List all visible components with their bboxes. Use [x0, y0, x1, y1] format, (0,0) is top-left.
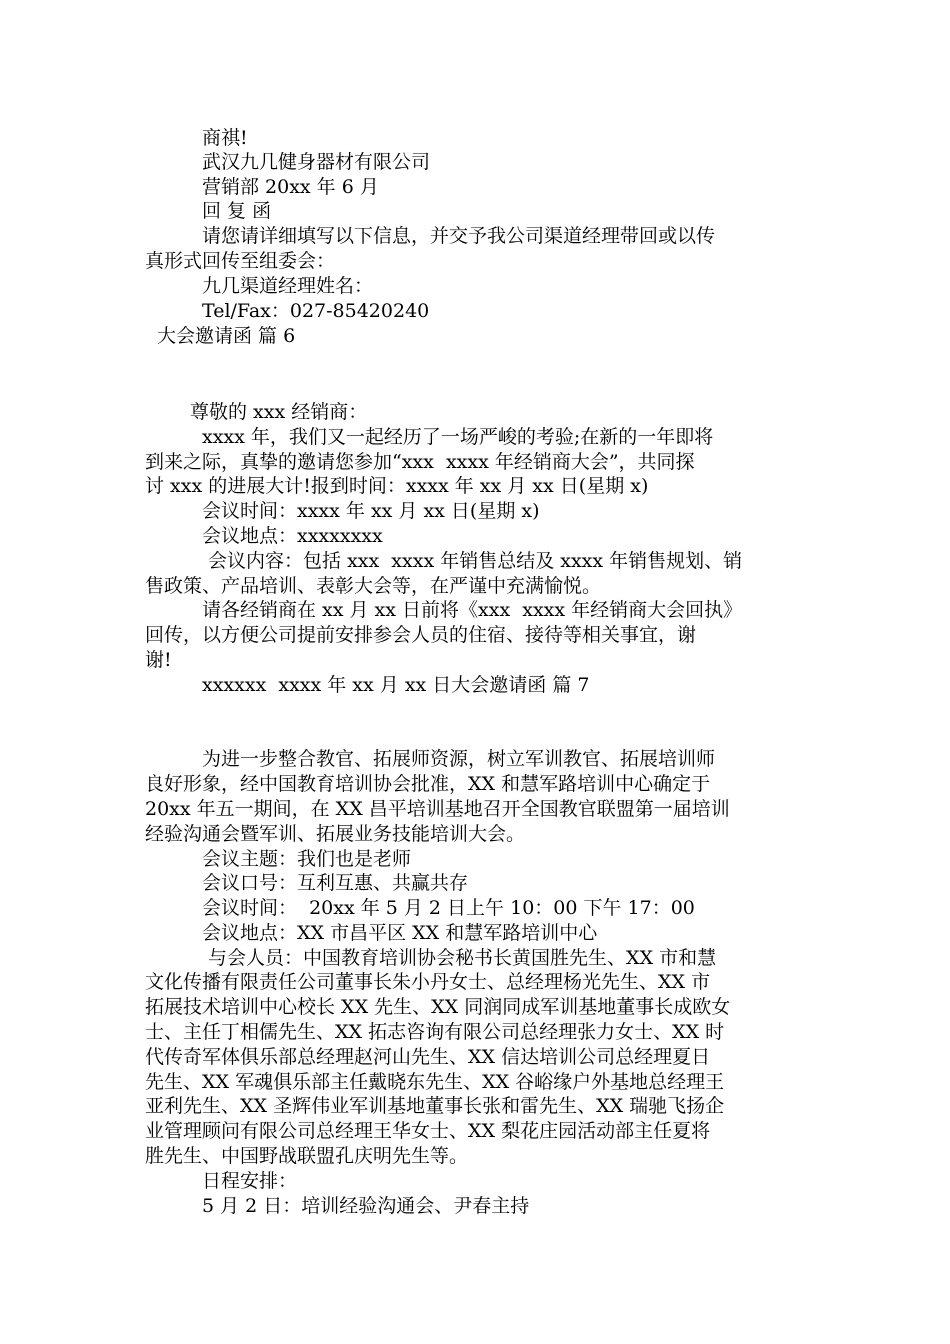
paragraph-line: 文化传播有限责任公司董事长朱小丹女士、总经理杨光先生、XX 市 — [145, 971, 711, 993]
paragraph-line: 请您请详细填写以下信息，并交予我公司渠道经理带回或以传 — [202, 225, 716, 247]
paragraph-line: 士、主任丁相儒先生、XX 拓志咨询有限公司总经理张力女士、XX 时 — [145, 1021, 725, 1043]
paragraph-line: 良好形象，经中国教育培训协会批准，XX 和慧军路培训中心确定于 — [145, 773, 711, 795]
meeting-location-line: 会议地点：XX 市昌平区 XX 和慧军路培训中心 — [202, 922, 598, 944]
paragraph-line: 20xx 年五一期间，在 XX 昌平培训基地召开全国教官联盟第一届培训 — [145, 798, 730, 820]
greeting-line: 尊敬的 xxx 经销商： — [190, 401, 368, 423]
tel-fax-line: Tel/Fax：027-85420240 — [202, 300, 430, 322]
section-heading-7: xxxxxx xxxx 年 xx 月 xx 日大会邀请函 篇 7 — [202, 674, 590, 696]
paragraph-line: 拓展技术培训中心校长 XX 先生、XX 同润同成军训基地董事长成欧女 — [145, 996, 731, 1018]
company-name: 武汉九几健身器材有限公司 — [202, 151, 431, 173]
paragraph-line: 回传，以方便公司提前安排参会人员的住宿、接待等相关事宜，谢 — [145, 624, 697, 646]
paragraph-line: 到来之际，真挚的邀请您参加“xxx xxxx 年经销商大会”，共同探 — [145, 451, 695, 473]
paragraph-line: 谢! — [145, 649, 172, 671]
reply-letter-title: 回 复 函 — [202, 200, 272, 222]
meeting-time-line: 会议时间：xxxx 年 xx 月 xx 日(星期 x) — [202, 500, 540, 522]
paragraph-line: 为进一步整合教官、拓展师资源，树立军训教官、拓展培训师 — [202, 748, 716, 770]
paragraph-line: 亚利先生、XX 圣辉伟业军训基地董事长张和雷先生、XX 瑞驰飞扬企 — [145, 1095, 725, 1117]
schedule-item: 5 月 2 日：培训经验沟通会、尹春主持 — [202, 1195, 530, 1217]
meeting-slogan-line: 会议口号：互利互惠、共赢共存 — [202, 872, 469, 894]
meeting-theme-line: 会议主题：我们也是老师 — [202, 848, 412, 870]
paragraph-line: xxxx 年，我们又一起经历了一场严峻的考验;在新的一年即将 — [202, 426, 714, 448]
paragraph-line: 业管理顾问有限公司总经理王华女士、XX 梨花庄园活动部主任夏将 — [145, 1120, 711, 1142]
attendees-line: 与会人员：中国教育培训协会秘书长黄国胜先生、XX 市和慧 — [202, 947, 717, 969]
section-heading-6: 大会邀请函 篇 6 — [157, 325, 296, 347]
paragraph-line: 讨 xxx 的进展大计!报到时间：xxxx 年 xx 月 xx 日(星期 x) — [145, 475, 649, 497]
meeting-location-line: 会议地点：xxxxxxxx — [202, 525, 383, 547]
meeting-time-line: 会议时间： 20xx 年 5 月 2 日上午 10：00 下午 17：00 — [202, 897, 695, 919]
paragraph-line: 请各经销商在 xx 月 xx 日前将《xxx xxxx 年经销商大会回执》 — [202, 599, 743, 621]
paragraph-line: 经验沟通会暨军训、拓展业务技能培训大会。 — [145, 823, 526, 845]
paragraph-line: 售政策、产品培训、表彰大会等，在严谨中充满愉悦。 — [145, 575, 602, 597]
manager-name-field: 九几渠道经理姓名： — [202, 275, 374, 297]
paragraph-line: 胜先生、中国野战联盟孔庆明先生等。 — [145, 1145, 469, 1167]
closing-line: 商祺! — [202, 127, 248, 149]
paragraph-line: 代传奇军体俱乐部总经理赵河山先生、XX 信达培训公司总经理夏日 — [145, 1046, 711, 1068]
paragraph-line: 先生、XX 军魂俱乐部主任戴晓东先生、XX 谷峪缘户外基地总经理王 — [145, 1071, 725, 1093]
meeting-content-line: 会议内容：包括 xxx xxxx 年销售总结及 xxxx 年销售规划、销 — [202, 550, 743, 572]
department-date: 营销部 20xx 年 6 月 — [202, 176, 379, 198]
schedule-heading: 日程安排： — [202, 1170, 298, 1192]
paragraph-line: 真形式回传至组委会： — [145, 250, 336, 272]
